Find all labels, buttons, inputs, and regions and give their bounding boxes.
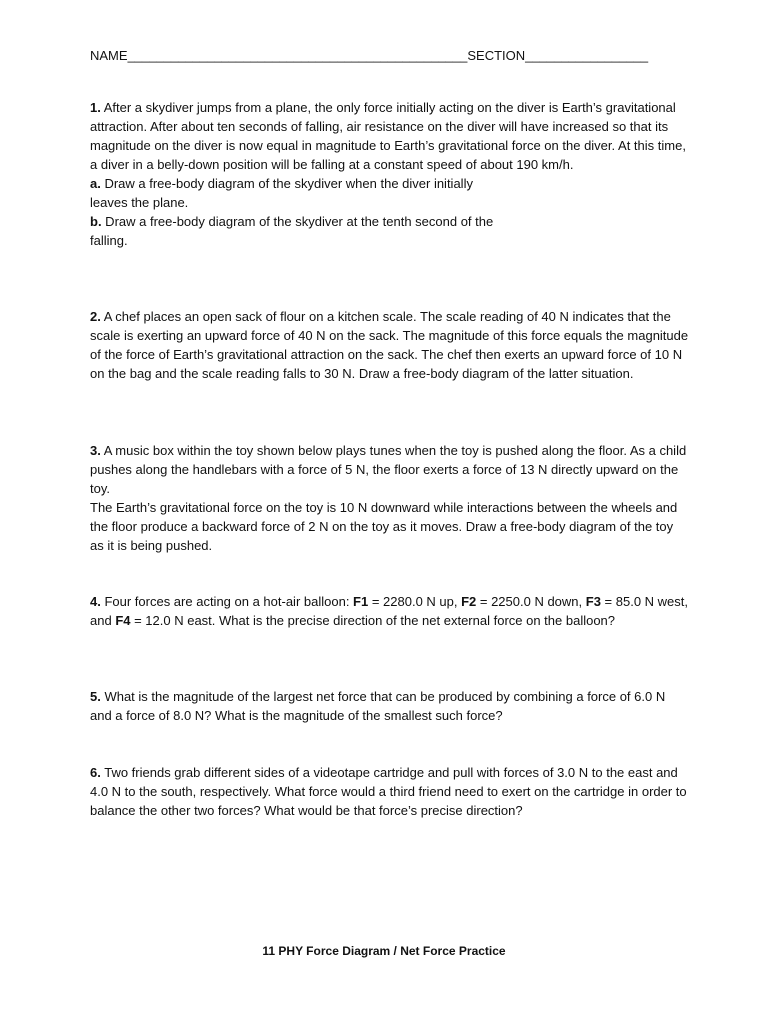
question-5	[90, 687, 690, 725]
section-label: SECTION	[467, 48, 526, 63]
question-6-text	[90, 763, 690, 820]
question-body: = 85.0 N west, and	[90, 594, 689, 628]
question-6	[90, 763, 690, 820]
name-label: NAME	[90, 48, 128, 63]
force-label-f1: F1	[353, 594, 369, 609]
question-body: = 12.0 N east. What is the precise direction of the net external force on the balloon?	[130, 613, 616, 628]
question-number: 5.	[90, 689, 101, 704]
question-body: A music box within the toy shown below plays tunes when the toy is pushed along the floor. As a child pushes along the handlebars with a force of 5 N, the floor exerts a force of 13 N directly upward on the toy.	[90, 443, 687, 496]
force-label-f4: F4	[115, 613, 131, 628]
question-number: 6.	[90, 765, 101, 780]
question-2	[90, 307, 690, 383]
question-body: What is the magnitude of the largest net force that can be produced by combining a force of 6.0 N and a force of 8.0 N? What is the magnitude of the smallest such force?	[90, 689, 666, 723]
question-body: Two friends grab different sides of a videotape cartridge and pull with forces of 3.0 N to the east and 4.0 N to the south, respectively. What force would a third friend need to exert on the cartridge in order to balance the other two forces? What would be that force’s precise direction?	[90, 765, 687, 818]
question-number: 1.	[90, 100, 101, 115]
question-3	[90, 441, 690, 555]
part-text: Draw a free-body diagram of the skydiver when the diver initially leaves the plane.	[90, 176, 473, 210]
question-1-part-a	[90, 174, 510, 212]
question-number: 2.	[90, 309, 101, 324]
question-1-part-b	[90, 212, 510, 250]
part-label: a.	[90, 176, 101, 191]
question-2-text	[90, 307, 690, 383]
question-body: = 2280.0 N up,	[368, 594, 462, 609]
page-footer: 11 PHY Force Diagram / Net Force Practice	[262, 944, 506, 958]
force-label-f3: F3	[585, 594, 601, 609]
question-3-text	[90, 441, 690, 498]
force-label-f2: F2	[461, 594, 477, 609]
section-blank: _________________	[525, 48, 649, 63]
question-1-text	[90, 98, 690, 174]
question-number: 3.	[90, 443, 101, 458]
question-body: After a skydiver jumps from a plane, the only force initially acting on the diver is Earth’s gravitational attraction. After about ten seconds of falling, air resistance on the diver will have increased so that its magnitude on the diver is now equal in magnitude to Earth’s gravitational force on the diver. At this time, a diver in a belly-down position will be falling at a constant speed of about 190 km/h.	[90, 100, 686, 172]
question-3-text-continued: The Earth’s gravitational force on the toy is 10 N downward while interactions between the wheels and the floor produce a backward force of 2 N on the toy as it moves. Draw a free-body diagram of the toy as it is being pushed.	[90, 500, 678, 553]
question-body: = 2250.0 N down,	[476, 594, 586, 609]
part-text: Draw a free-body diagram of the skydiver at the tenth second of the falling.	[90, 214, 494, 248]
question-body: A chef places an open sack of flour on a kitchen scale. The scale reading of 40 N indicates that the scale is exerting an upward force of 40 N on the sack. The magnitude of this force equals the magnitude of the force of Earth’s gravitational attraction on the sack. The chef then exerts an upward force of 10 N on the bag and the scale reading falls to 30 N. Draw a free-body diagram of the latter situation.	[90, 309, 689, 381]
question-body: Four forces are acting on a hot-air balloon:	[100, 594, 354, 609]
question-1	[90, 98, 690, 250]
name-blank: _______________________________________________	[127, 48, 468, 63]
question-4	[90, 592, 690, 630]
question-4-text	[90, 592, 690, 630]
part-label: b.	[90, 214, 102, 229]
question-5-text	[90, 687, 690, 725]
question-number: 4.	[90, 594, 101, 609]
header-line	[90, 46, 690, 65]
